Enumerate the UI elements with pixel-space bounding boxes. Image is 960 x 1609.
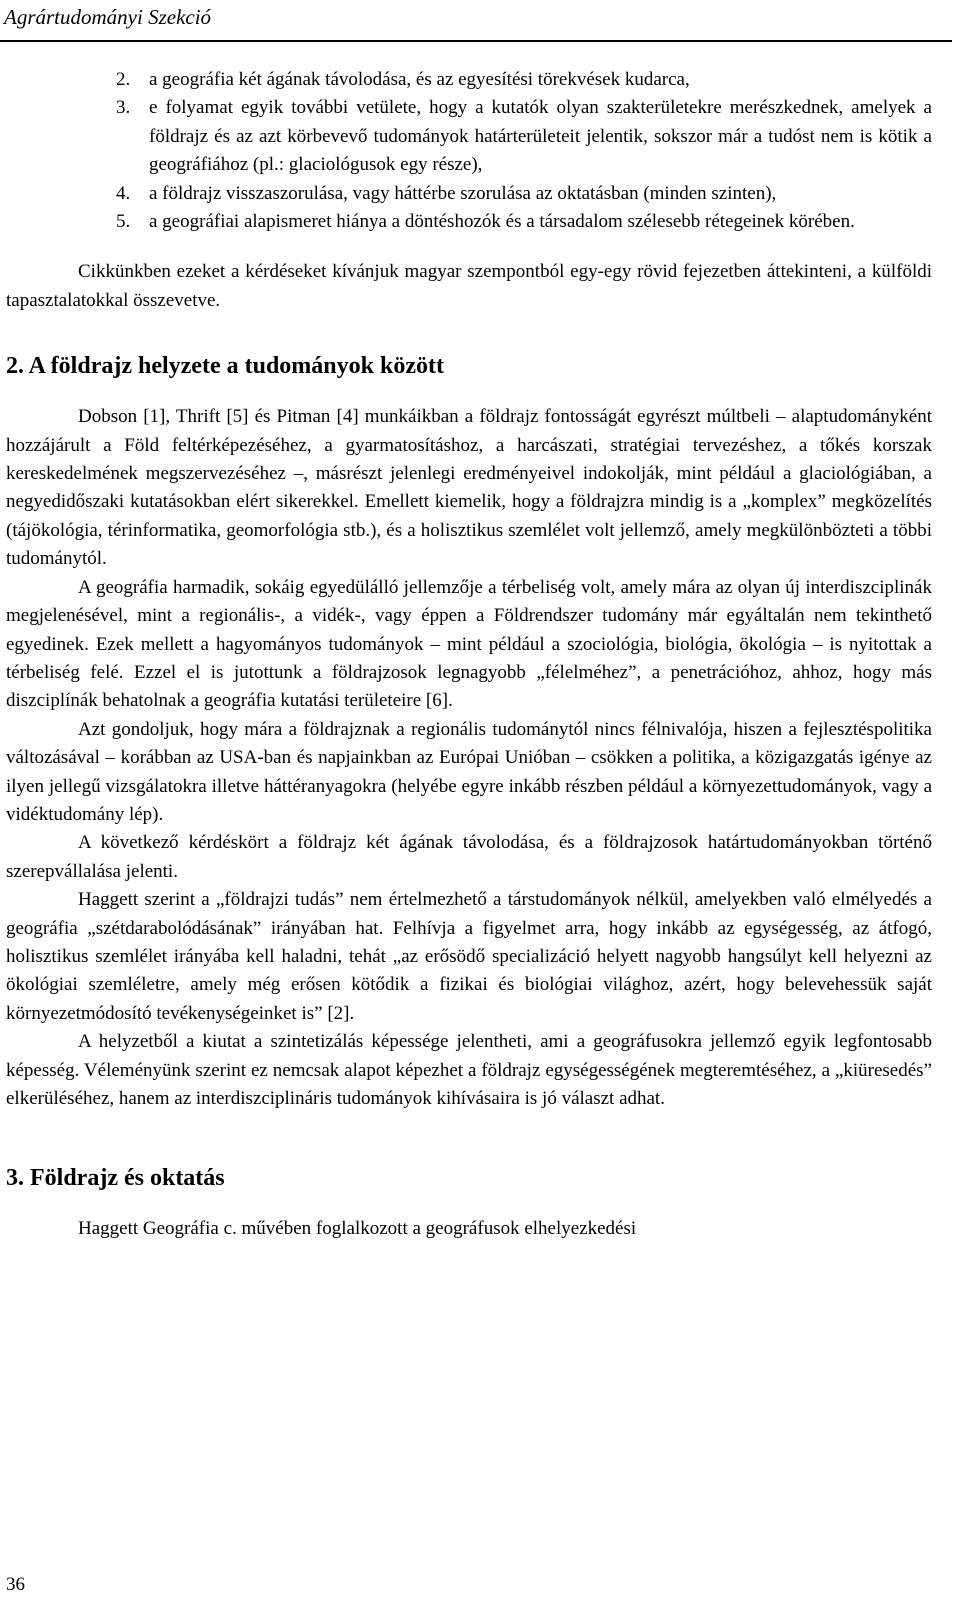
section-2-heading: 2. A földrajz helyzete a tudományok között [6, 353, 444, 380]
section-2-paragraph: Haggett szerint a „földrajzi tudás” nem értelmezhető a társtudományok nélkül, amelyekben való elmélyedés a geográfia „szétdarabolódásának” irányában hat. Felhívja a figyelmet arra, hogy inkább az egységesség, az átfogó, holisztikus szemlélet irányába kell haladni, tehát „az erősödő specializáció helyett nagyobb hangsúlyt kell helyezni az ökológiai szemléletre, amely még erősen kötődik a fizikai és biológiai világhoz, azért, hogy belevehessük saját környezetmódosító tevékenységeinket is” [2]. [6, 889, 932, 1024]
section-3-paragraph: Haggett Geográfia c. művében foglalkozott a geográfusok elhelyezkedési [78, 1218, 637, 1240]
spacer [6, 381, 932, 403]
page-number: 36 [6, 1574, 25, 1595]
section-2-paragraph: A geográfia harmadik, sokáig egyedülálló jellemzője a térbeliség volt, amely mára az olyan új interdiszciplinák megjelenésével, mint a regionális-, a vidék-, vagy éppen a Földrendszer tudomány már egyáltalán nem tekinthető egyedinek. Ezek mellett a hagyományos tudományok – mint például a szociológia, biológia, ökológia – is nyitottak a térbeliség felé. Ezzel el is jutottunk a földrajzosok legnagyobb „félelméhez”, a penetrációhoz, ahhoz, hogy más diszciplínák behatolnak a geográfia kutatási területeire [6]. [6, 576, 932, 712]
section-2-paragraph: Dobson [1], Thrift [5] és Pitman [4] munkáikban a földrajz fontosságát egyrészt múltbeli – alaptudományként hozzájárult a Föld feltérképezéséhez, a gyarmatosításhoz, a harcászati, stratégiai tervezéshez, a tőkés korszak kereskedelmének megszervezéséhez –, másrészt jelenlegi eredményeivel indokolják, mint például a glaciológiában, a negyedidőszaki kutatásokban elért sikerekkel. Emellett kiemelik, hogy a földrajzra mindig is a „komplex” megközelítés (tájökológia, térinformatika, geomorfológia stb.), és a holisztikus szemlélet volt jellemző, amely megkülönbözteti a többi tudománytól. [6, 406, 932, 570]
list-item-text: a földrajz visszaszorulása, vagy háttérbe szorulása az oktatásban (minden szinten), [149, 182, 777, 204]
list-item-number: 2. [116, 69, 131, 90]
list-item-number: 4. [116, 182, 131, 204]
intro-paragraph: Cikkünkben ezeket a kérdéseket kívánjuk magyar szempontból egy-egy rövid fejezetben áttekinteni, a külföldi tapasztalatokkal összevetve. [6, 261, 932, 311]
page-body [6, 66, 932, 1244]
spacer [6, 236, 932, 258]
spacer [6, 1193, 932, 1215]
list-item [6, 94, 932, 179]
list-item-number: 5. [116, 211, 131, 233]
section-2-paragraph: A következő kérdéskört a földrajz két ágának távolodása, és a földrajzosok határtudományokban történő szerepvállalása jelenti. [6, 832, 932, 882]
list-item-text: a geográfiai alapismeret hiánya a döntéshozók és a társadalom szélesebb rétegeinek körében. [149, 211, 855, 233]
running-header [0, 0, 952, 42]
section-2-paragraph: Azt gondoljuk, hogy mára a földrajznak a regionális tudománytól nincs félnivalója, hiszen a fejlesztéspolitika változásával – korábban az USA-ban és napjainkban az Európai Unióban – csökken a politika, a közigazgatás igénye az ilyen jellegű vizsgálatokra illetve háttéranyagokra (helyébe egyre inkább részben például a környezettudományok, vagy a vidéktudomány lép). [6, 718, 932, 825]
section-2-paragraph: A helyzetből a kiutat a szintetizálás képessége jelentheti, ami a geográfusokra jellemző egyik legfontosabb képesség. Véleményünk szerint ez nemcsak alapot képezhet a földrajz egységességének megteremtéséhez, a „kiüresedés” elkerüléséhez, hanem az interdiszciplináris tudományok kihívásaira is jó választ adhat. [6, 1031, 932, 1109]
spacer [6, 1113, 932, 1163]
list-item-text: e folyamat egyik további vetülete, hogy a kutatók olyan szakterületekre merészkednek, amelyek a földrajz és az azt körbevevő tudományok határterületeit jelentik, sokszor már a tudóst nem is kötik a geográfiához (pl.: glaciológusok egy része), [149, 97, 932, 176]
list-item [6, 208, 932, 236]
list-item [6, 180, 932, 208]
list-item-text: a geográfia két ágának távolodása, és az egyesítési törekvések kudarca, [149, 69, 690, 90]
spacer [6, 315, 932, 351]
issues-list [6, 66, 932, 236]
running-header-title: Agrártudományi Szekció [4, 5, 212, 29]
section-3-heading: 3. Földrajz és oktatás [6, 1165, 225, 1192]
list-item-number: 3. [116, 97, 131, 119]
list-item [6, 66, 932, 94]
